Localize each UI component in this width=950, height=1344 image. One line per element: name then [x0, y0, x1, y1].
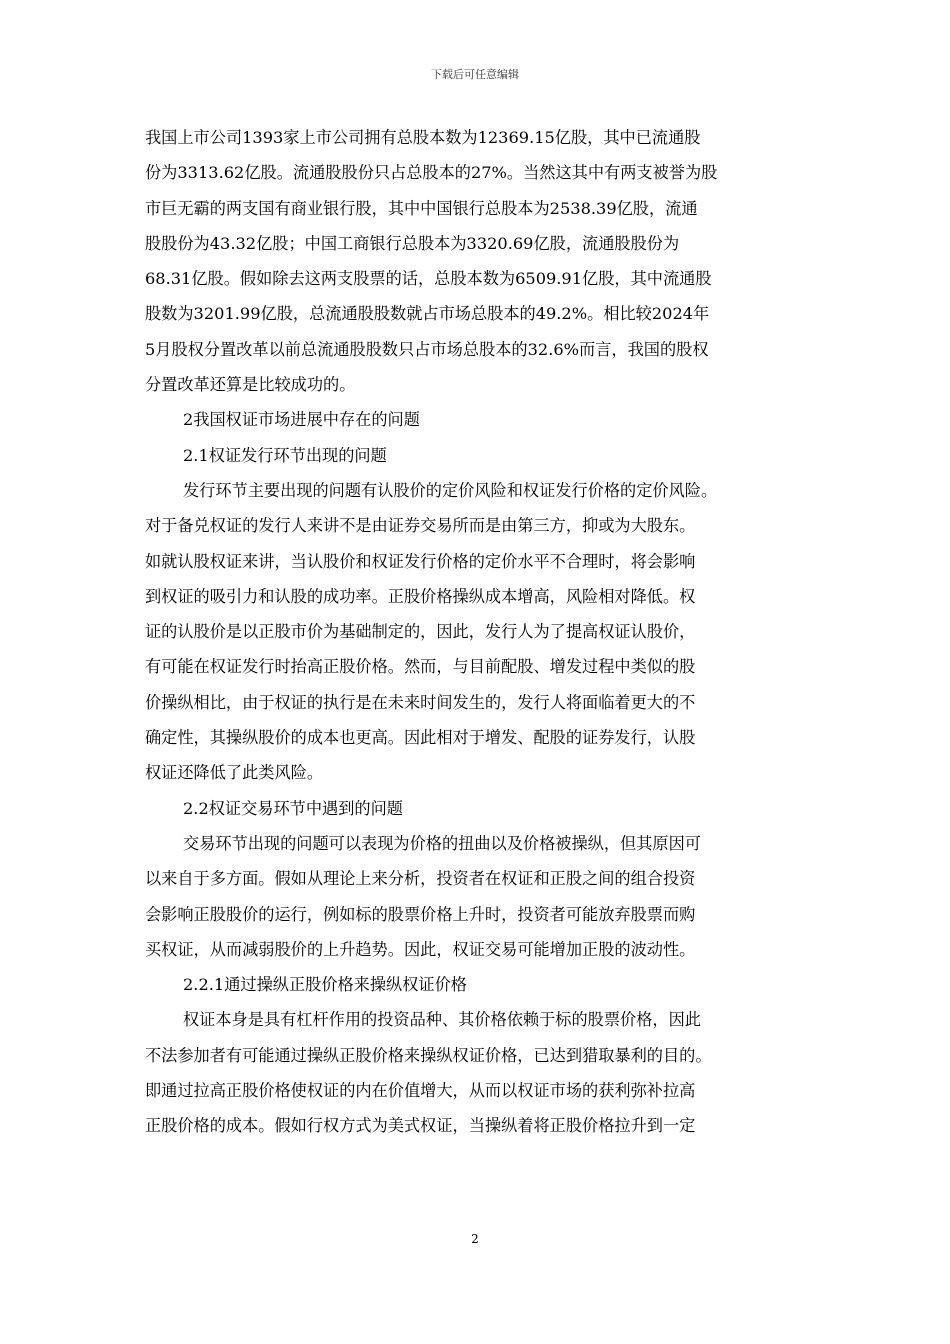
text-line: 证的认股价是以正股市价为基础制定的，因此，发行人为了提高权证认股价， — [145, 622, 696, 642]
paragraph-4 — [145, 1002, 810, 1143]
text-line: 买权证，从而减弱股价的上升趋势。因此，权证交易可能增加正股的波动性。 — [145, 939, 696, 959]
document-body — [145, 120, 810, 1144]
text-line: 5月股权分置改革以前总流通股股数只占市场总股本的32.6%而言，我国的股权 — [145, 339, 709, 359]
paragraph-3 — [145, 826, 810, 967]
page-number: 2 — [471, 1232, 479, 1246]
text-line: 股股份为43.32亿股；中国工商银行总股本为3320.69亿股，流通股股份为 — [145, 233, 680, 253]
text-line: 有可能在权证发行时抬高正股价格。然而，与目前配股、增发过程中类似的股 — [145, 657, 696, 677]
section-heading-2-2-1: 2.2.1通过操纵正股价格来操纵权证价格 — [183, 975, 467, 995]
text-line: 价操纵相比，由于权证的执行是在未来时间发生的，发行人将面临着更大的不 — [145, 692, 696, 712]
text-line: 对于备兑权证的发行人来讲不是由证券交易所而是由第三方，抑或为大股东。 — [145, 516, 696, 536]
paragraph-1 — [145, 120, 810, 402]
text-line: 分置改革还算是比较成功的。 — [145, 375, 356, 395]
text-line: 到权证的吸引力和认股的成功率。正股价格操纵成本增高，风险相对降低。权 — [145, 586, 696, 606]
text-line: 如就认股权证来讲，当认股价和权证发行价格的定价水平不合理时，将会影响 — [145, 551, 696, 571]
text-line: 68.31亿股。假如除去这两支股票的话，总股本数为6509.91亿股，其中流通股 — [145, 269, 712, 289]
text-line: 发行环节主要出现的问题有认股价的定价风险和权证发行价格的定价风险。 — [183, 480, 718, 500]
page-header: 下载后可任意编辑 — [431, 68, 519, 81]
text-line: 股数为3201.99亿股，总流通股股数就占市场总股本的49.2%。相比较2024年 — [145, 304, 710, 324]
text-line: 市巨无霸的两支国有商业银行股，其中中国银行总股本为2538.39亿股，流通 — [145, 198, 698, 218]
text-line: 以来自于多方面。假如从理论上来分析，投资者在权证和正股之间的组合投资 — [145, 869, 696, 889]
text-line: 不法参加者有可能通过操纵正股价格来操纵权证价格，已达到猎取暴利的目的。 — [145, 1045, 712, 1065]
text-line: 会影响正股股价的运行，例如标的股票价格上升时，投资者可能放弃股票而购 — [145, 904, 696, 924]
text-line: 交易环节出现的问题可以表现为价格的扭曲以及价格被操纵，但其原因可 — [183, 833, 701, 853]
text-line: 份为3313.62亿股。流通股股份只占总股本的27%。当然这其中有两支被誉为股 — [145, 163, 718, 183]
text-line: 正股价格的成本。假如行权方式为美式权证，当操纵着将正股价格拉升到一定 — [145, 1116, 696, 1136]
section-heading-2-2: 2.2权证交易环节中遇到的问题 — [183, 798, 403, 818]
text-line: 即通过拉高正股价格使权证的内在价值增大，从而以权证市场的获利弥补拉高 — [145, 1081, 696, 1101]
text-line: 我国上市公司1393家上市公司拥有总股本数为12369.15亿股，其中已流通股 — [145, 128, 701, 147]
section-heading-2-1: 2.1权证发行环节出现的问题 — [183, 445, 387, 465]
text-line: 确定性，其操纵股价的成本也更高。因此相对于增发、配股的证券发行，认股 — [145, 728, 696, 748]
section-heading-2: 2我国权证市场进展中存在的问题 — [183, 410, 420, 430]
paragraph-2 — [145, 473, 810, 791]
text-line: 权证还降低了此类风险。 — [145, 763, 324, 783]
text-line: 权证本身是具有杠杆作用的投资品种、其价格依赖于标的股票价格，因此 — [183, 1010, 701, 1030]
